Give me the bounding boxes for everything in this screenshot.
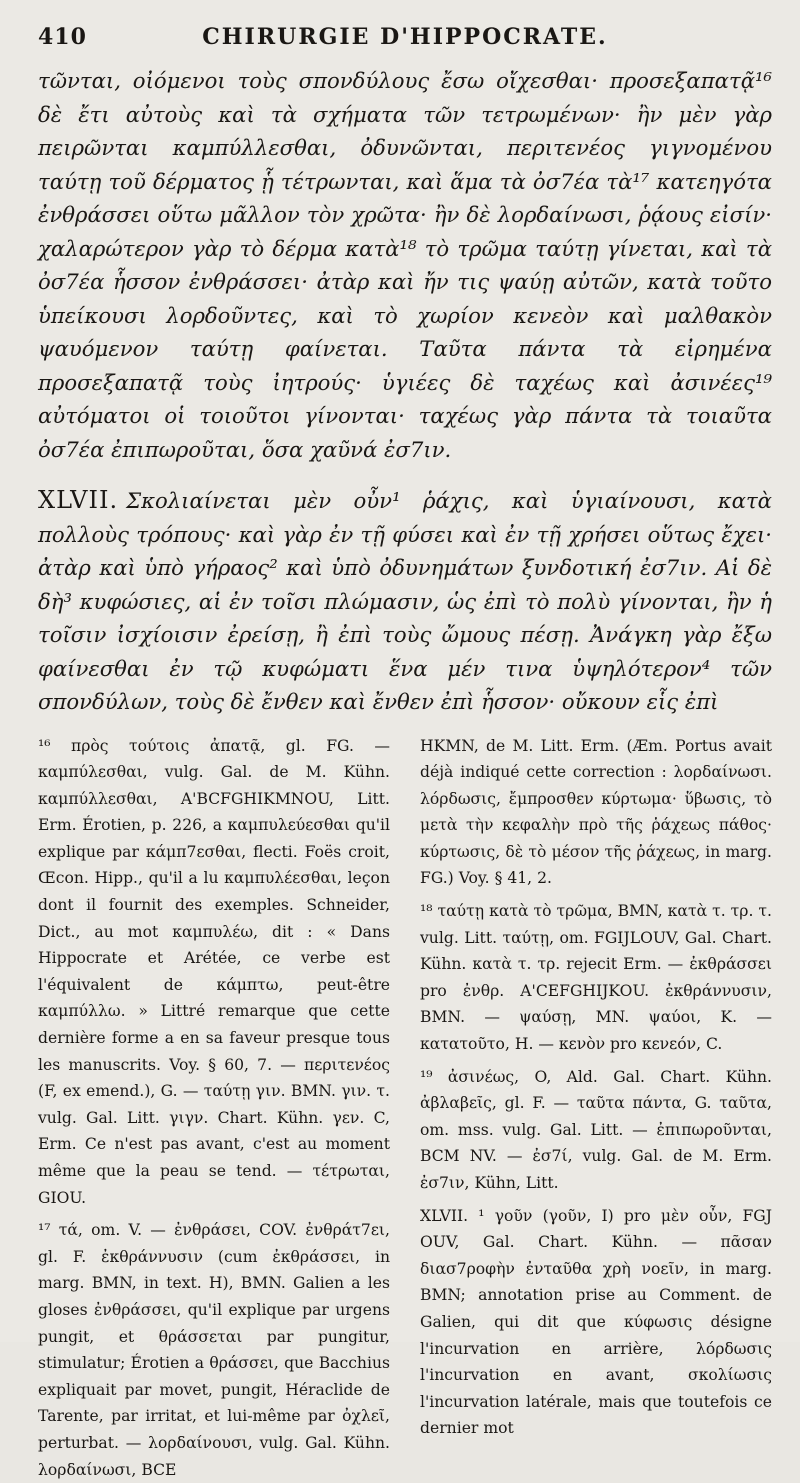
main-paragraph: τῶνται, οἰόμενοι τοὺς σπονδύλους ἔσω οἴχεσθαι· προσεξαπατᾷ¹⁶ δὲ ἔτι αὐτοὺς καὶ τὰ σχήματα τῶν τετρωμένων· ἢν μὲν γὰρ πειρῶνται καμπύλλεσθαι, ὀδυνῶνται, περιτενέος γιγνομένου ταύτῃ τοῦ δέρματος ᾗ τέτρωνται, καὶ ἅμα τὰ ὀσ7έα τὰ¹⁷ κατεηγότα ἐνθράσσει οὕτω μᾶλλον τὸν χρῶτα· ἢν δὲ λορδαίνωσι, ῥᾴους εἰσίν· χαλαρώτερον γὰρ τὸ δέρμα κατὰ¹⁸ τὸ τρῶμα ταύτῃ γίνεται, καὶ τὰ ὀσ7έα ἧσσον ἐνθράσσει· ἀτὰρ καὶ ἤν τις ψαύῃ αὐτῶν, κατὰ τοῦτο ὑπείκουσι λορδοῦντες, καὶ τὸ χωρίον κενεὸν καὶ μαλθακὸν ψαυόμενον ταύτῃ φαίνεται. Ταῦτα πάντα τὰ εἰρημένα προσεξαπατᾷ τοὺς ἰητρούς· ὑγιέες δὲ ταχέως καὶ ἀσινέες¹⁹ αὐτόματοι οἱ τοιοῦτοι γίνονται· ταχέως γὰρ πάντα τὰ τοιαῦτα ὀσ7έα ἐπιπωροῦται, ὅσα χαῦνά ἐσ7ιν. [38, 64, 772, 466]
footnote: ¹⁶ πρὸς τούτοις ἀπατᾷ, gl. FG. — καμπύλεσθαι, vulg. Gal. de M. Kühn. καμπύλλεσθαι, A'BCFGHIKMNOU, Litt. Erm. Érotien, p. 226, a καμπυλεύεσθαι qu'il explique par κάμπ7εσθαι, flecti. Foës croit, Œcon. Hipp., qu'il a lu καμπυλέεσθαι, leçon dont il fournit des exemples. Schneider, Dict., au mot καμπυλέω, dit : « Dans Hippocrate et Arétée, ce verbe est l'équivalent de κάμπτω, peut-être καμπύλλω. » Littré remarque que cette dernière forme a en sa faveur presque tous les manuscrits. Voy. § 60, 7. — περιτενέος (F, ex emend.), G. — ταύτῃ γιν. BMN. γιν. τ. vulg. Gal. Litt. γιγν. Chart. Kühn. γεν. C, Erm. Ce n'est pas avant, c'est au moment même que la peau se tend. — τέτρωται, GIOU. [38, 733, 390, 1212]
greek-main-text [38, 64, 772, 719]
section-number: XLVII. [38, 486, 118, 514]
footnotes [38, 733, 772, 1483]
running-title: CHIRURGIE D'HIPPOCRATE. [38, 24, 772, 50]
page-number: 410 [38, 24, 87, 50]
footnote-column-right [420, 733, 772, 1483]
section-paragraph [38, 484, 772, 719]
footnote-column-left [38, 733, 390, 1483]
footnote: ¹⁹ ἀσινέως, O, Ald. Gal. Chart. Kühn. ἀβλαβεῖς, gl. F. — ταῦτα πάντα, G. ταῦτα, om. mss. vulg. Gal. Litt. — ἐπιπωροῦνται, BCM NV. — ἐσ7ί, vulg. Gal. de M. Erm. ἐσ7ιν, Kühn, Litt. [420, 1064, 772, 1197]
footnote: ¹⁸ ταύτῃ κατὰ τὸ τρῶμα, BMN, κατὰ τ. τρ. τ. vulg. Litt. ταύτῃ, om. FGIJLOUV, Gal. Chart. Kühn. κατὰ τ. τρ. rejecit Erm. — ἐκθράσσει pro ἐνθρ. A'CEFGHIJKOU. ἐκθράννυσιν, BMN. — ψαύσῃ, MN. ψαύοι, K. — κατατοῦτο, H. — κενὸν pro κενεόν, C. [420, 898, 772, 1058]
section-text: Σκολιαίνεται μὲν οὖν¹ ῥάχις, καὶ ὑγιαίνουσι, κατὰ πολλοὺς τρόπους· καὶ γὰρ ἐν τῇ φύσει καὶ ἐν τῇ χρήσει οὕτως ἔχει· ἀτὰρ καὶ ὑπὸ γήραος² καὶ ὑπὸ ὀδυνημάτων ξυνδοτική ἐσ7ιν. Αἱ δὲ δὴ³ κυφώσιες, αἱ ἐν τοῖσι πλώμασιν, ὡς ἐπὶ τὸ πολὺ γίνονται, ἢν ἡ τοῖσιν ἰσχίοισιν ἐρείσῃ, ἢ ἐπὶ τοὺς ὤμους πέσῃ. Ἀνάγκη γὰρ ἔξω φαίνεσθαι ἐν τῷ κυφώματι ἕνα μέν τινα ὑψηλότερον⁴ τῶν σπονδύλων, τοὺς δὲ ἔνθεν καὶ ἔνθεν ἐπὶ ἧσσον· οὔκουν εἷς ἐπὶ [38, 488, 772, 714]
page-header [38, 24, 772, 60]
footnote: XLVII. ¹ γοῦν (γοῦν, I) pro μὲν οὖν, FGJ OUV, Gal. Chart. Kühn. — πᾶσαν διασ7ροφὴν ἐνταῦθα χρὴ νοεῖν, in marg. BMN; annotation prise au Comment. de Galien, qui dit que κύφωσις désigne l'incurvation en arrière, λόρδωσις l'incurvation en avant, σκολίωσις l'incurvation latérale, mais que toutefois ce dernier mot [420, 1203, 772, 1442]
footnote: HKMN, de M. Litt. Erm. (Æm. Portus avait déjà indiqué cette correction : λορδαίνωσι. λόρδωσις, ἔμπροσθεν κύρτωμα· ὕβωσις, τὸ μετὰ τὴν κεφαλὴν πρὸ τῆς ῥάχεως πάθος· κύρτωσις, δὲ τὸ μέσον τῆς ῥάχεως, in marg. FG.) Voy. § 41, 2. [420, 733, 772, 893]
footnote: ¹⁷ τά, om. V. — ἐνθράσει, COV. ἐνθράτ7ει, gl. F. ἐκθράννυσιν (cum ἐκθράσσει, in marg. BMN, in text. H), BMN. Galien a les gloses ἐνθράσσει, qu'il explique par urgens pungit, et θράσσεται par pungitur, stimulatur; Érotien a θράσσει, que Bacchius expliquait par movet, pungit, Héraclide de Tarente, par irritat, et lui-même par ὀχλεῖ, perturbat. — λορδαίνουσι, vulg. Gal. Kühn. λορδαίνωσι, BCE [38, 1217, 390, 1483]
